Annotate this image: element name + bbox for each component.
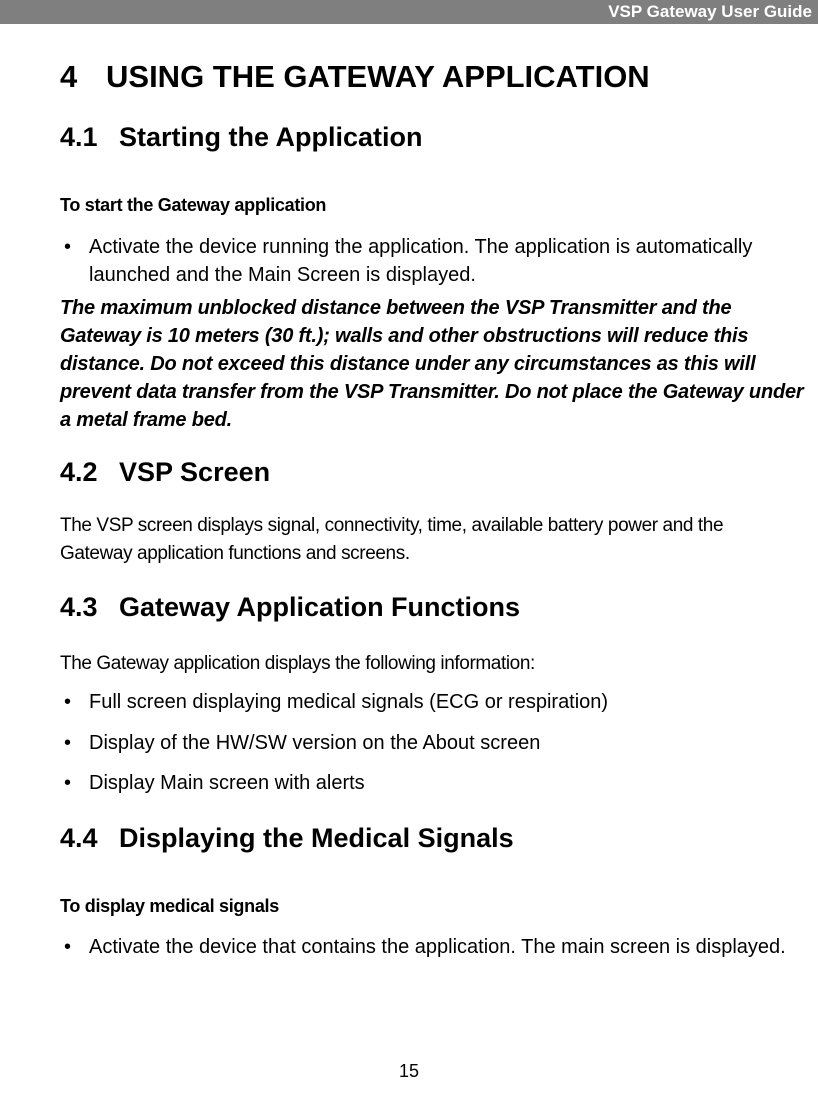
bullet-icon: • — [64, 691, 72, 713]
bullet-icon: • — [64, 772, 72, 794]
section-title: Gateway Application Functions — [119, 592, 521, 622]
section-number: 4.3 — [60, 592, 98, 622]
list-item — [60, 729, 790, 757]
list-item — [60, 233, 790, 289]
header-bar — [0, 0, 818, 24]
section-heading-4-4 — [60, 822, 514, 854]
list-item-text: Display Main screen with alerts — [89, 772, 365, 794]
section-paragraph: The Gateway application displays the following information: — [60, 653, 535, 674]
procedure-title: To start the Gateway application — [60, 195, 327, 215]
section-paragraph: The VSP screen displays signal, connectivity, time, available battery power and the Gateway application functions and screens. — [60, 515, 724, 564]
section-heading-4-3 — [60, 591, 520, 623]
section-number: 4.4 — [60, 823, 98, 853]
page-number: 15 — [398, 1061, 420, 1081]
list-item-text: Activate the device running the application. The application is automatically launched and the Main Screen is displayed. — [89, 236, 753, 286]
warning-note: The maximum unblocked distance between the VSP Transmitter and the Gateway is 10 meters (30 ft.); walls and other obstructions will reduce this distance. Do not exceed this distance under any circumstances as this will prevent data transfer from the VSP Transmitter. Do not place the Gateway under a metal frame bed. — [60, 297, 804, 431]
chapter-heading — [60, 58, 650, 96]
list-item — [60, 688, 790, 716]
bullet-icon: • — [64, 236, 72, 258]
section-title: VSP Screen — [119, 457, 271, 487]
list-item-text: Display of the HW/SW version on the About screen — [89, 732, 541, 754]
section-number: 4.2 — [60, 457, 98, 487]
section-heading-4-2 — [60, 456, 270, 488]
chapter-number: 4 — [60, 59, 78, 94]
section-title: Displaying the Medical Signals — [119, 823, 514, 853]
bullet-icon: • — [64, 936, 72, 958]
list-item — [60, 769, 790, 797]
list-item-text: Activate the device that contains the application. The main screen is displayed. — [89, 936, 786, 958]
procedure-title: To display medical signals — [60, 896, 279, 916]
section-number: 4.1 — [60, 122, 98, 152]
document-title: VSP Gateway User Guide — [608, 2, 812, 21]
list-item-text: Full screen displaying medical signals (ECG or respiration) — [89, 691, 609, 713]
section-heading-4-1 — [60, 121, 423, 153]
section-title: Starting the Application — [119, 122, 423, 152]
bullet-icon: • — [64, 732, 72, 754]
chapter-title: USING THE GATEWAY APPLICATION — [106, 59, 650, 94]
list-item — [60, 933, 790, 961]
